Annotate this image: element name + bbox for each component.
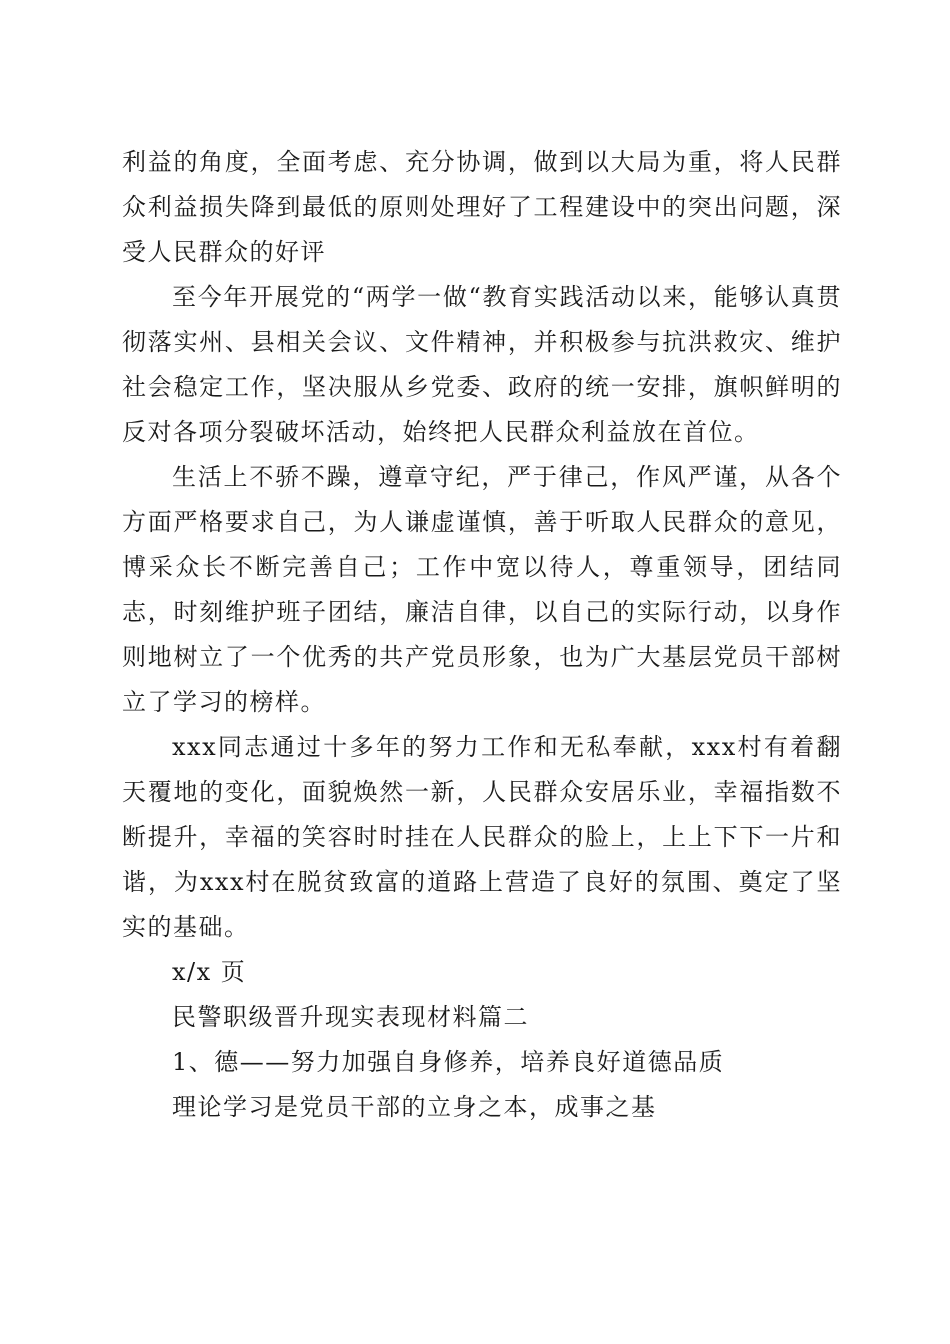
section-title: 民警职级晋升现实表现材料篇二 xyxy=(172,1003,529,1031)
paragraph-continuation: 利益的角度，全面考虑、充分协调，做到以大局为重，将人民群众利益损失降到最低的原则处理好了工程建设中的突出问题，深受人民群众的好评 xyxy=(122,148,842,266)
paragraph-theory: 理论学习是党员干部的立身之本，成事之基 xyxy=(172,1093,657,1121)
paragraph-life: 生活上不骄不躁，遵章守纪，严于律己，作风严谨，从各个方面严格要求自己，为人谦虚谨慎，善于听取人民群众的意见，博采众长不断完善自己；工作中宽以待人，尊重领导，团结同志，时刻维护班子团结，廉洁自律，以自己的实际行动，以身作则地树立了一个优秀的共产党员形象，也为广大基层党员干部树立了学习的榜样。 xyxy=(122,463,842,716)
heading-virtue: 1、德——努力加强自身修养，培养良好道德品质 xyxy=(172,1048,725,1076)
page-number: x/x 页 xyxy=(172,958,247,986)
paragraph-achievement: xxx同志通过十多年的努力工作和无私奉献，xxx村有着翻天覆地的变化，面貌焕然一新，人民群众安居乐业，幸福指数不断提升，幸福的笑容时时挂在人民群众的脸上，上上下下一片和谐，为xxx村在脱贫致富的道路上营造了良好的氛围、奠定了坚实的基础。 xyxy=(122,733,842,941)
paragraph-activity: 至今年开展党的“两学一做“教育实践活动以来，能够认真贯彻落实州、县相关会议、文件精神，并积极参与抗洪救灾、维护社会稳定工作，坚决服从乡党委、政府的统一安排，旗帜鲜明的反对各项分裂破坏活动，始终把人民群众利益放在首位。 xyxy=(122,283,842,446)
document-body xyxy=(122,140,842,1130)
